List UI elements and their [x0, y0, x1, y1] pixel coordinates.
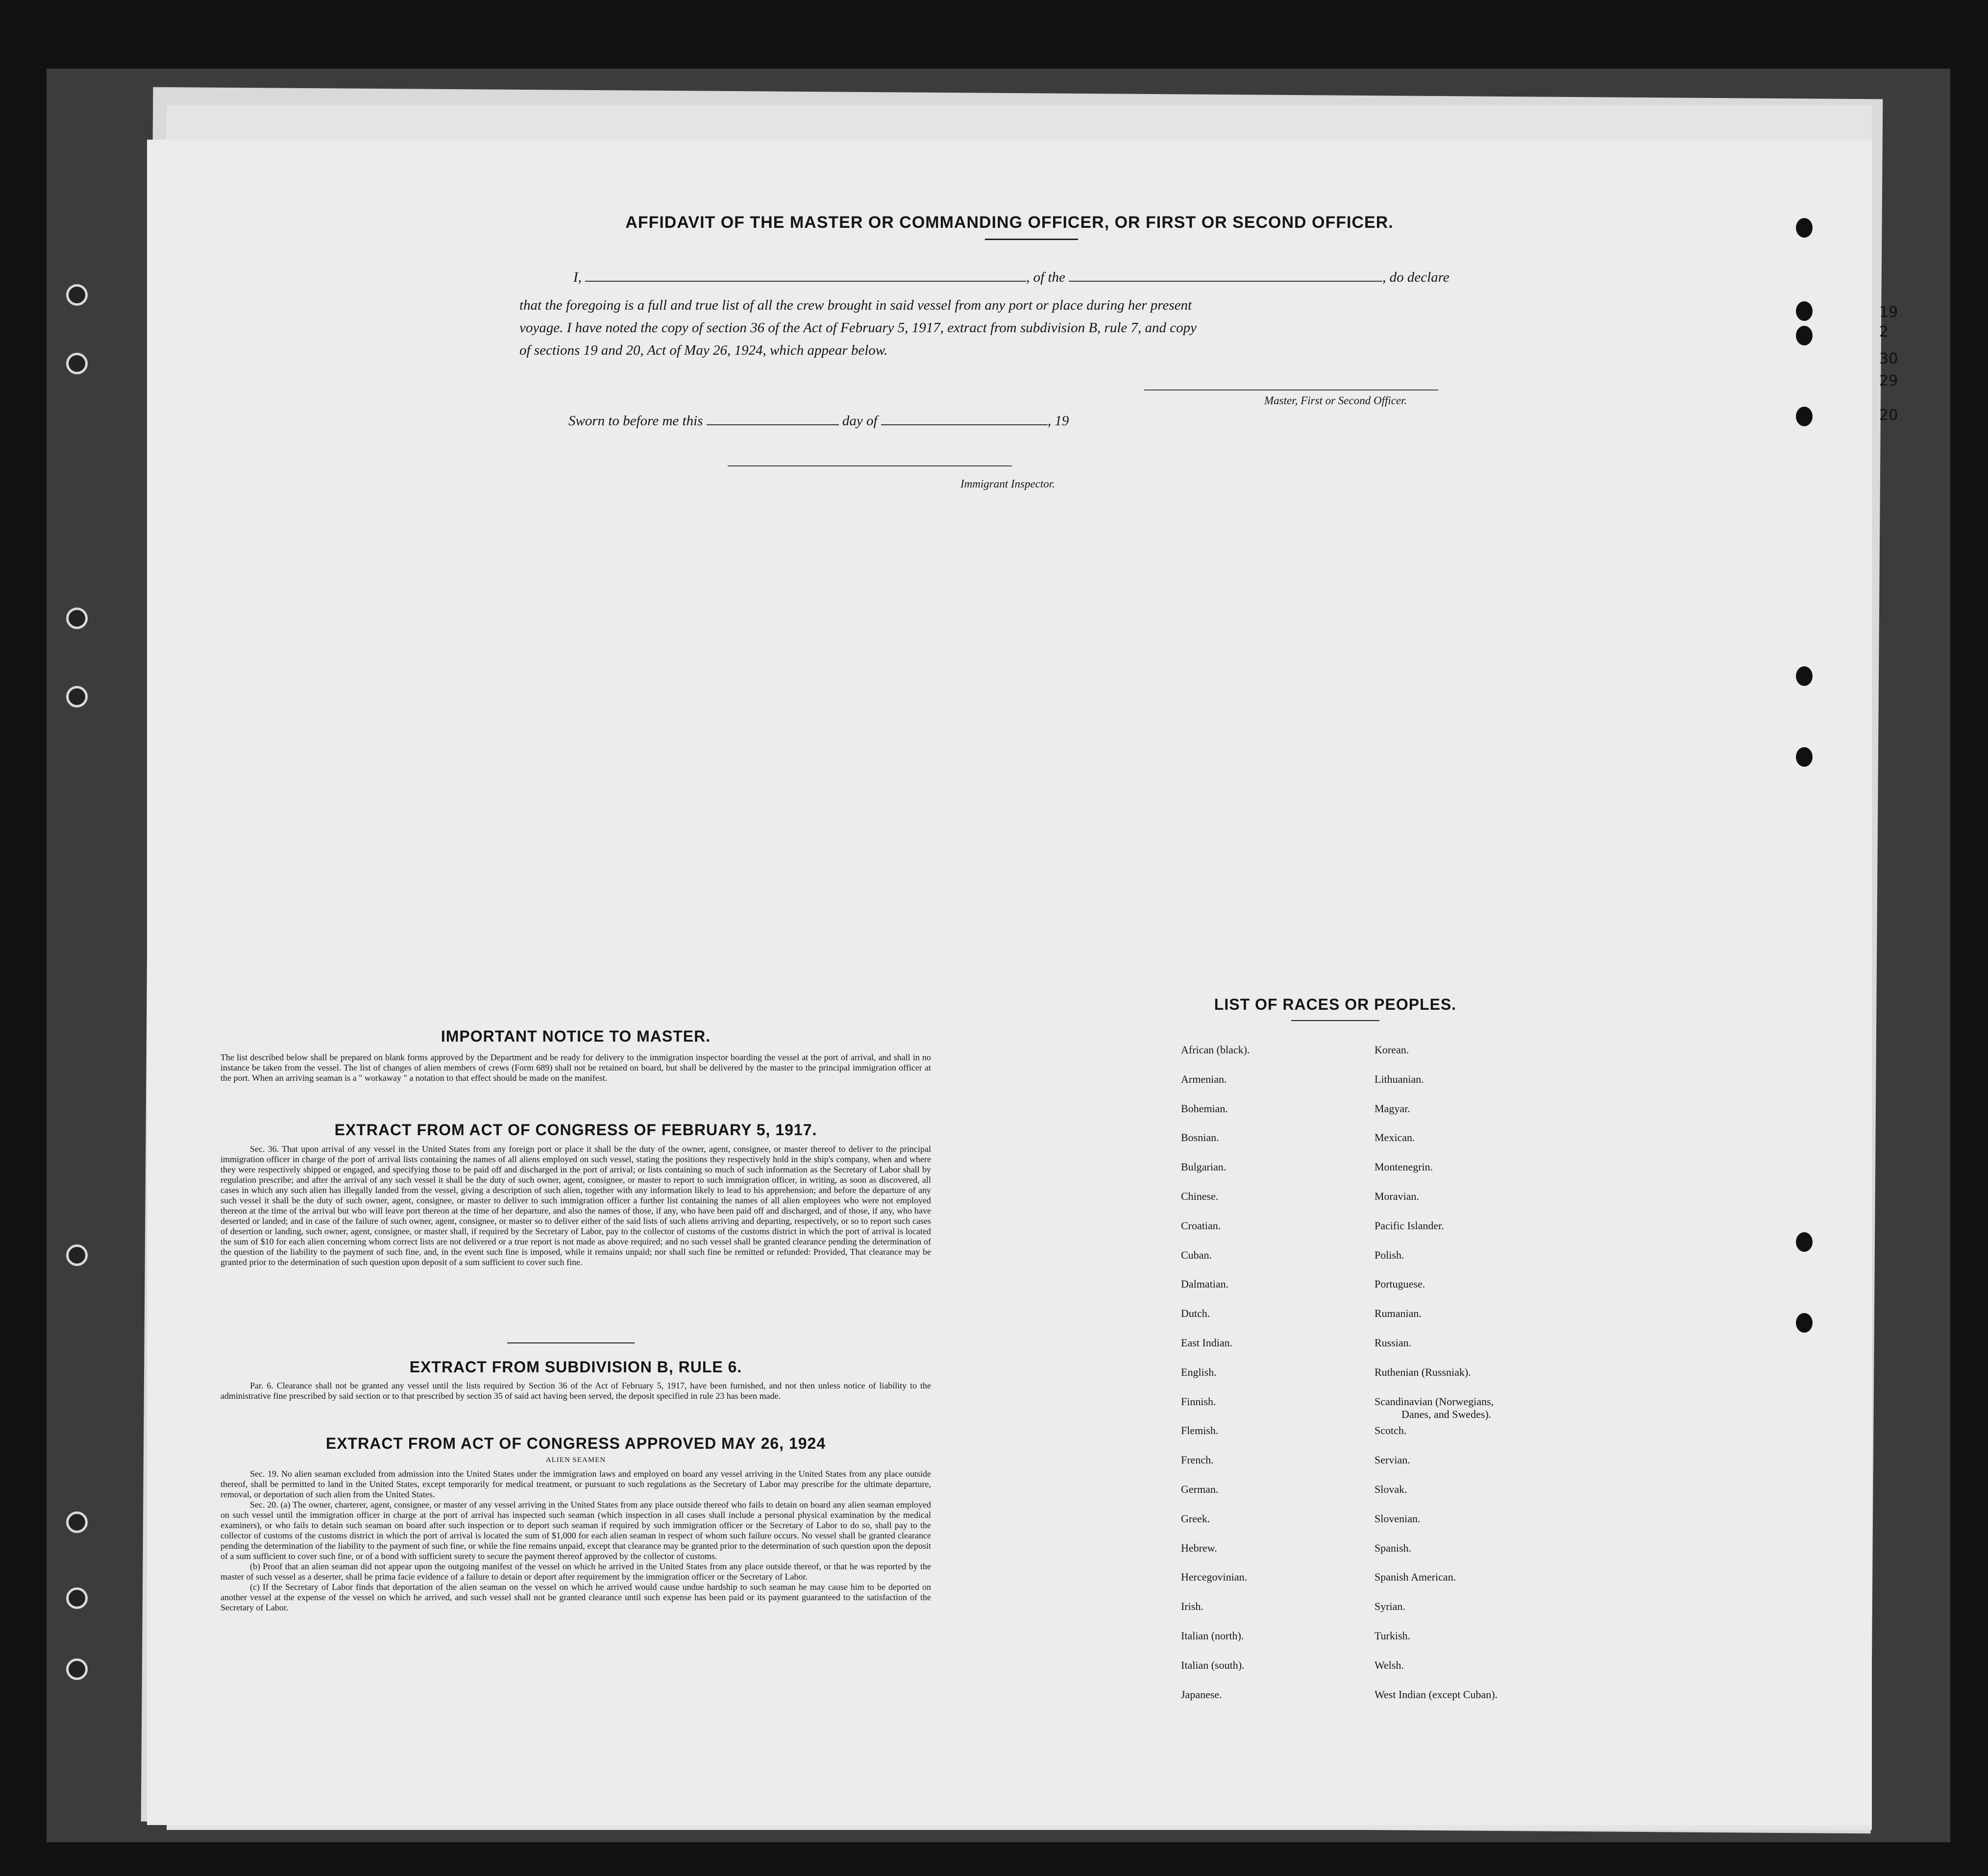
race-item: Irish. [1181, 1600, 1203, 1613]
affidavit-body [519, 294, 1499, 362]
margin-note: 29 [1879, 372, 1898, 390]
margin-note: 19 [1879, 304, 1898, 321]
do-declare-label: , do declare [1382, 269, 1449, 285]
document-page [147, 140, 1872, 1825]
race-item-continuation: Danes, and Swedes). [1401, 1408, 1492, 1420]
race-item: Scotch. [1374, 1424, 1407, 1437]
notice-title: IMPORTANT NOTICE TO MASTER. [441, 1027, 711, 1045]
race-item: Italian (north). [1181, 1630, 1244, 1642]
act-1924-title: EXTRACT FROM ACT OF CONGRESS APPROVED MAY 26, 1924 [325, 1435, 826, 1452]
race-item: Armenian. [1181, 1072, 1227, 1085]
race-item: Rumanian. [1374, 1307, 1422, 1320]
race-item: Pacific Islander. [1374, 1219, 1444, 1232]
race-item: Spanish. [1374, 1541, 1412, 1554]
punch-hole [1796, 218, 1813, 238]
margin-note: 30 [1879, 350, 1898, 367]
race-item: Greek. [1181, 1512, 1210, 1525]
race-item: Chinese. [1181, 1190, 1219, 1202]
binder-hole [66, 353, 88, 374]
punch-hole [1796, 407, 1813, 426]
race-item: Slovak. [1374, 1483, 1407, 1495]
race-item: Bohemian. [1181, 1102, 1228, 1115]
race-item: Cuban. [1181, 1248, 1212, 1261]
margin-note: 2 [1879, 323, 1889, 341]
binder-hole [66, 686, 88, 707]
race-item: Italian (south). [1181, 1658, 1245, 1671]
affidavit-title: AFFIDAVIT OF THE MASTER OR COMMANDING OFFICER, OR FIRST OR SECOND OFFICER. [625, 213, 1394, 232]
binder-hole [66, 1511, 88, 1533]
race-item: Mexican. [1374, 1131, 1415, 1144]
race-item: Japanese. [1181, 1688, 1222, 1701]
race-item: Hercegovinian. [1181, 1571, 1247, 1584]
punch-hole [1796, 301, 1813, 321]
race-item: Portuguese. [1374, 1278, 1425, 1291]
section-divider [507, 1342, 635, 1343]
race-item: Dutch. [1181, 1307, 1210, 1320]
sworn-label: Sworn to before me this [568, 413, 703, 429]
race-item: Slovenian. [1374, 1512, 1421, 1525]
affidavit-body-line: of sections 19 and 20, Act of May 26, 1924, which appear below. [519, 342, 888, 358]
race-item: German. [1181, 1483, 1219, 1495]
race-item: Flemish. [1181, 1424, 1219, 1437]
race-item: African (black). [1181, 1044, 1250, 1056]
race-item: Finnish. [1181, 1395, 1216, 1408]
race-item: Magyar. [1374, 1102, 1410, 1115]
affidavit-body-line: voyage. I have noted the copy of section 36 of the Act of February 5, 1917, extract from subdivision B, rule 7, and copy [519, 320, 1197, 336]
master-signature-label: Master, First or Second Officer. [1264, 394, 1407, 407]
declaration-line [573, 269, 1449, 286]
sec-20b-text: (b) Proof that an alien seaman did not appear upon the outgoing manifest of the vessel on which he arrived in the United States from any place outside thereof, or that he was reported by the master of such vessel as a deserter, shall be prima facie evidence of a failure to detain or deport after requirement by the immigration officer or the Secretary of Labor. [221, 1561, 931, 1582]
binder-hole [66, 1587, 88, 1609]
title-rule [985, 239, 1078, 240]
punch-hole [1796, 1313, 1813, 1333]
act-1917-text: Sec. 36. That upon arrival of any vessel in the United States from any foreign port or place it shall be the duty of the owner, agent, consignee, or master thereof to deliver to the principal immigration officer in charge of the port of arrival lists containing the names of all aliens employed on such vessel, stating the positions they respectively hold in the ship's company, when and where they were respectively shipped or engaged, and specifying those to be paid off and discharged in the port of arrival; or lists containing so much of such information as the Secretary of Labor shall by regulation prescribe; and after the arrival of any such vessel it shall be the duty of such owner, agent, consignee, or master to report to such immigration officer, in writing, as soon as discovered, all cases in which any such alien has illegally landed from the vessel, giving a description of such alien, together with any information likely to lead to his apprehension; and before the departure of any such vessel it shall be the duty of such owner, agent, consignee, or master to deliver to such immigration officer a further list containing the names of all alien employees who were not employed thereon at the time of the arrival but who will leave port thereon at the time of her departure, and also the names of those, if any, who have been paid off and discharged, and of those, if any, who have deserted or landed; and in case of the failure of such owner, agent, consignee, or master so to deliver either of the said lists of such aliens arriving and departing, respectively, or so to report such cases of desertion or landing, such owner, agent, consignee, or master shall, if required by the Secretary of Labor, pay to the collector of customs of the customs district in which the port of arrival is located the sum of $10 for each alien concerning whom correct lists are not delivered or a true report is not made as above required; and no such vessel shall be granted clearance pending the determination of the question of the liability to the payment of such fine, and, in the event such fine is imposed, while it remains unpaid; nor shall such fine be remitted or refunded: Provided, That clearance may be granted prior to the determination of such question upon deposit of a sum sufficient to cover such fine. [221, 1144, 931, 1267]
punch-hole [1796, 747, 1813, 767]
affidavit-body-line: that the foregoing is a full and true list of all the crew brought in said vessel from any port or place during her present [519, 297, 1192, 313]
race-item: Korean. [1374, 1044, 1409, 1056]
race-item: Turkish. [1374, 1630, 1411, 1642]
race-item: Lithuanian. [1374, 1072, 1424, 1085]
of-the-label: , of the [1026, 269, 1065, 285]
margin-note: 20 [1879, 407, 1898, 424]
binder-hole [66, 608, 88, 629]
inspector-label: Immigrant Inspector. [960, 478, 1055, 490]
race-item: Welsh. [1374, 1658, 1404, 1671]
race-item: English. [1181, 1365, 1217, 1378]
race-item: East Indian. [1181, 1337, 1233, 1349]
race-item: Scandinavian (Norwegians, [1374, 1395, 1494, 1408]
binder-hole [66, 1658, 88, 1680]
punch-hole [1796, 666, 1813, 686]
races-title: LIST OF RACES OR PEOPLES. [1214, 996, 1457, 1013]
i-label: I, [573, 269, 582, 285]
inspector-signature-line [728, 465, 1012, 466]
alien-seamen-subtitle: ALIEN SEAMEN [545, 1456, 606, 1464]
sec-19-text: Sec. 19. No alien seaman excluded from admission into the United States under the immigration laws and employed on board any vessel arriving in the United States from any place outside thereof, shall be permitted to land in the United States, except temporarily for medical treatment, or pursuant to such regulations as the Secretary of Labor may prescribe for the ultimate departure, removal, or deportation of such alien from the United States. [221, 1469, 931, 1499]
punch-hole [1796, 326, 1813, 345]
race-item: Bosnian. [1181, 1131, 1219, 1144]
race-item: Syrian. [1374, 1600, 1405, 1613]
race-item: Montenegrin. [1374, 1161, 1433, 1173]
race-item: Hebrew. [1181, 1541, 1217, 1554]
rule-6-title: EXTRACT FROM SUBDIVISION B, RULE 6. [409, 1358, 742, 1376]
notice-text: The list described below shall be prepared on blank forms approved by the Department and be ready for delivery to the immigration inspector boarding the vessel at the port of arrival, and shall in no instance be taken from the vessel. The list of changes of alien members of crews (Form 689) shall not be retained on board, but shall be delivered by the master to the principal immigration officer at the port. When an arriving seaman is a " workaway " a notation to that effect should be made on the manifest. [221, 1052, 931, 1083]
race-item: Ruthenian (Russniak). [1374, 1365, 1471, 1378]
race-item: Servian. [1374, 1454, 1410, 1466]
rule-6-text: Par. 6. Clearance shall not be granted any vessel until the lists required by Section 36 of the Act of February 5, 1917, have been furnished, and not then unless notice of liability to the administrative fine prescribed by said section or to that prescribed by section 35 of said act having been served, the deposit specified in rule 23 has been made. [221, 1381, 931, 1401]
race-item: Moravian. [1374, 1190, 1420, 1202]
year-label: , 19 [1047, 413, 1069, 429]
race-item: Dalmatian. [1181, 1278, 1229, 1291]
race-item: Polish. [1374, 1248, 1404, 1261]
race-item: Russian. [1374, 1337, 1412, 1349]
races-title-rule [1291, 1020, 1379, 1021]
race-item: Croatian. [1181, 1219, 1221, 1232]
act-1924-text [221, 1469, 931, 1613]
race-item: Spanish American. [1374, 1571, 1456, 1584]
binder-hole [66, 1244, 88, 1266]
day-of-label: day of [842, 413, 878, 429]
sworn-line [568, 413, 1069, 429]
race-item: West Indian (except Cuban). [1374, 1688, 1498, 1701]
race-item: French. [1181, 1454, 1214, 1466]
race-item: Bulgarian. [1181, 1161, 1227, 1173]
sec-20c-text: (c) If the Secretary of Labor finds that deportation of the alien seaman on the vessel on which he arrived would cause undue hardship to such seaman he may cause him to be deported on another vessel at the expense of the vessel on which he arrived, and such vessel shall not be granted clearance until such expense has been paid or its payment guaranteed to the satisfaction of the Secretary of Labor. [221, 1582, 931, 1612]
binder-hole [66, 284, 88, 306]
sec-20a-text: Sec. 20. (a) The owner, charterer, agent, consignee, or master of any vessel arriving in the United States from any place outside thereof who fails to detain on board any alien seaman employed on such vessel until the immigration officer in charge at the port of arrival has inspected such seaman (which inspection in all cases shall include a personal physical examination by the medical examiners), or who fails to detain such seaman on board after such inspection or to deport such seaman if required by such immigration officer or the Secretary of Labor to do so, shall pay to the collector of customs of the customs district in which the port of arrival is located the sum of $1,000 for each alien seaman in respect of whom such failure occurs. No vessel shall be granted clearance pending the determination of the liability to the payment of such fine, or while the fine remains unpaid, except that clearance may be granted prior to the determination of such question upon the deposit of a sum sufficient to cover such fine, or of a bond with sufficient surety to secure the payment thereof approved by the collector of customs. [221, 1500, 931, 1561]
act-1917-title: EXTRACT FROM ACT OF CONGRESS OF FEBRUARY 5, 1917. [334, 1121, 817, 1139]
punch-hole [1796, 1232, 1813, 1252]
